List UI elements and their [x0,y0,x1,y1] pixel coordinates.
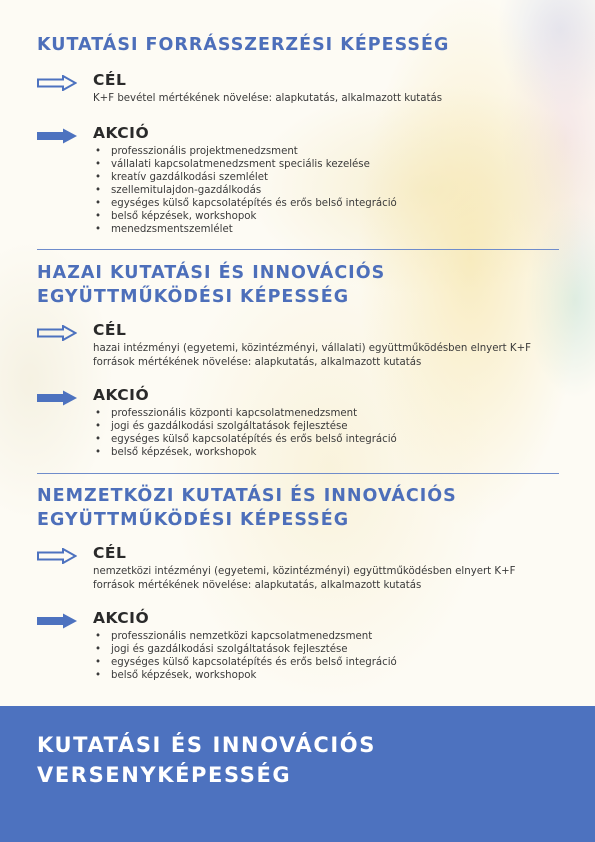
footer-band [0,706,595,842]
list-item: • professzionális központi kapcsolatmenedzsment [93,407,397,420]
list-item: • belső képzések, workshopok [93,446,397,459]
outline-arrow-icon [37,548,77,564]
list-item: • szellemitulajdon-gazdálkodás [93,184,397,197]
list-item: • egységes külső kapcsolatépítés és erős belső integráció [93,656,397,669]
footer-title [37,730,376,790]
outline-arrow-icon [37,75,77,91]
list-item: • belső képzések, workshopok [93,210,397,223]
list-item: • egységes külső kapcsolatépítés és erős belső integráció [93,433,397,446]
cel-text: hazai intézményi (egyetemi, közintézményi, vállalati) együttműködésben elnyert K+F források mértékének növelése: alapkutatás, alkalmazott kutatás [93,343,531,368]
footer-title-line: VERSENYKÉPESSÉG [37,763,292,787]
akcio-list [93,145,397,236]
list-item: • jogi és gazdálkodási szolgáltatások fejlesztése [93,643,397,656]
section-title-nemzetkozi [37,484,457,532]
cel-text: nemzetközi intézményi (egyetemi, közintézményi) együttműködésben elnyert K+F források mértékének növelése: alapkutatás, alkalmazott kutatás [93,566,516,591]
cel-text: K+F bevétel mértékének növelése: alapkutatás, alkalmazott kutatás [93,93,443,104]
solid-arrow-icon [37,613,77,629]
section-title-hazai [37,261,385,309]
footer-title-line: KUTATÁSI ÉS INNOVÁCIÓS [37,733,376,757]
akcio-label: AKCIÓ [93,609,150,627]
section-title-line: KUTATÁSI FORRÁSSZERZÉSI KÉPESSÉG [37,35,450,55]
section-title-line: EGYÜTTMŰKÖDÉSI KÉPESSÉG [37,287,350,307]
list-item: • egységes külső kapcsolatépítés és erős belső integráció [93,197,397,210]
section-divider [37,249,559,250]
list-item: • professzionális nemzetközi kapcsolatmenedzsment [93,630,397,643]
list-item: • vállalati kapcsolatmenedzsment speciális kezelése [93,158,397,171]
akcio-label: AKCIÓ [93,386,150,404]
list-item: • jogi és gazdálkodási szolgáltatások fejlesztése [93,420,397,433]
section-title-line: NEMZETKÖZI KUTATÁSI ÉS INNOVÁCIÓS [37,486,457,506]
cel-label: CÉL [93,71,127,89]
list-item: • menedzsmentszemlélet [93,223,397,236]
outline-arrow-icon [37,325,77,341]
solid-arrow-icon [37,128,77,144]
section-divider [37,473,559,474]
list-item: • belső képzések, workshopok [93,669,397,682]
section-title-line: EGYÜTTMŰKÖDÉSI KÉPESSÉG [37,510,350,530]
akcio-label: AKCIÓ [93,124,150,142]
section-title-line: HAZAI KUTATÁSI ÉS INNOVÁCIÓS [37,263,386,283]
solid-arrow-icon [37,390,77,406]
akcio-list [93,630,397,682]
section-title-forrasszerzes [37,33,449,57]
list-item: • kreatív gazdálkodási szemlélet [93,171,397,184]
akcio-list [93,407,397,459]
cel-label: CÉL [93,321,127,339]
list-item: • professzionális projektmenedzsment [93,145,397,158]
cel-label: CÉL [93,544,127,562]
